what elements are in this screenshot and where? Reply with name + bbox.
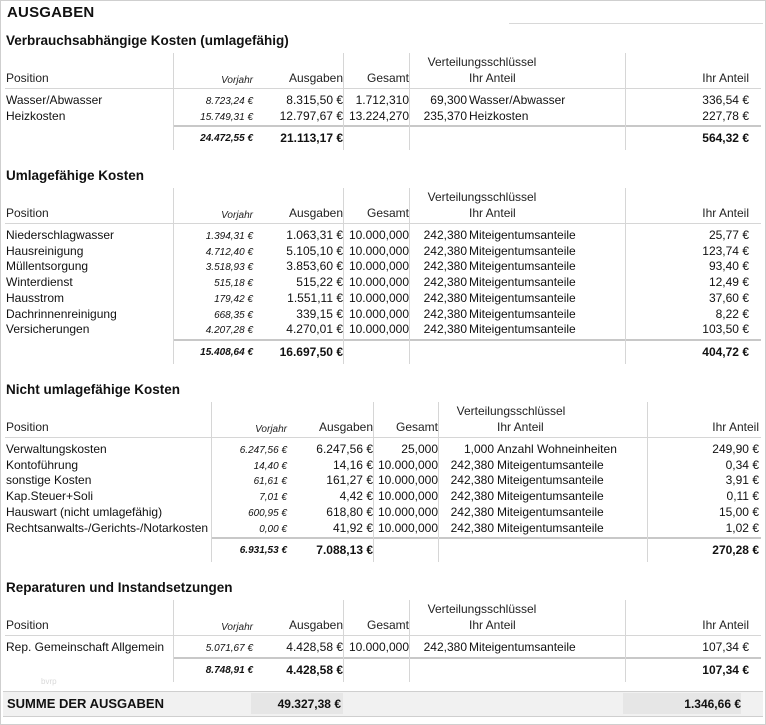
row-position: Niederschlagwasser bbox=[6, 228, 115, 242]
row-gesamt: 25,000 bbox=[401, 442, 438, 456]
row-vorjahr: 179,42 € bbox=[214, 294, 253, 305]
row-vorjahr: 14,40 € bbox=[253, 461, 287, 472]
row-schluessel: Heizkosten bbox=[469, 109, 529, 123]
row-ihr-anteil: 103,50 € bbox=[702, 322, 749, 336]
row-gesamt: 10.000,000 bbox=[348, 244, 409, 258]
row-anteil: 242,380 bbox=[423, 322, 467, 336]
row-position: Verwaltungskosten bbox=[6, 442, 107, 456]
row-position: sonstige Kosten bbox=[6, 473, 92, 487]
row-anteil: 1,000 bbox=[463, 442, 494, 456]
row-schluessel: Miteigentumsanteile bbox=[469, 244, 576, 258]
row-ausgaben: 4.428,58 € bbox=[286, 640, 343, 654]
row-ihr-anteil: 25,77 € bbox=[708, 228, 749, 242]
row-ihr-anteil: 15,00 € bbox=[718, 505, 759, 519]
row-ihr-anteil: 0,34 € bbox=[725, 458, 759, 472]
row-ihr-anteil: 249,90 € bbox=[712, 442, 759, 456]
total-ausgaben: 4.428,58 € bbox=[286, 663, 343, 677]
row-position: Kap.Steuer+Soli bbox=[6, 489, 94, 503]
verteilungsschluessel-header: Verteilungsschlüssel bbox=[427, 55, 537, 69]
row-position: Winterdienst bbox=[6, 275, 73, 289]
header-ihr-anteil: Ihr Anteil bbox=[702, 71, 749, 85]
column-divider bbox=[625, 188, 626, 364]
row-gesamt: 1.712,310 bbox=[355, 93, 409, 107]
row-ihr-anteil: 336,54 € bbox=[702, 93, 749, 107]
row-schluessel: Miteigentumsanteile bbox=[497, 505, 604, 519]
row-ausgaben: 8.315,50 € bbox=[286, 93, 343, 107]
row-position: Kontoführung bbox=[6, 458, 79, 472]
section-title: Nicht umlagefähige Kosten bbox=[6, 382, 181, 397]
row-ausgaben: 3.853,60 € bbox=[286, 259, 343, 273]
header-ausgaben: Ausgaben bbox=[318, 420, 373, 434]
row-ihr-anteil: 227,78 € bbox=[702, 109, 749, 123]
row-vorjahr: 5.071,67 € bbox=[205, 643, 253, 654]
row-schluessel: Miteigentumsanteile bbox=[469, 307, 576, 321]
section-title: Reparaturen und Instandsetzungen bbox=[6, 580, 233, 595]
row-ihr-anteil: 107,34 € bbox=[702, 640, 749, 654]
header-gesamt: Gesamt bbox=[366, 618, 409, 632]
column-divider bbox=[409, 188, 410, 364]
column-divider bbox=[343, 188, 344, 364]
column-divider bbox=[211, 402, 212, 562]
row-schluessel: Miteigentumsanteile bbox=[469, 228, 576, 242]
row-schluessel: Miteigentumsanteile bbox=[469, 275, 576, 289]
section-title: Umlagefähige Kosten bbox=[6, 168, 145, 183]
row-gesamt: 10.000,000 bbox=[377, 505, 438, 519]
header-vorjahr: Vorjahr bbox=[221, 622, 253, 633]
row-position: Heizkosten bbox=[6, 109, 66, 123]
header-position: Position bbox=[6, 206, 49, 220]
row-gesamt: 13.224,270 bbox=[348, 109, 409, 123]
total-ihr-anteil: 404,72 € bbox=[702, 345, 749, 359]
row-vorjahr: 600,95 € bbox=[248, 508, 287, 519]
total-ausgaben: 16.697,50 € bbox=[279, 345, 343, 359]
row-vorjahr: 4.712,40 € bbox=[205, 247, 253, 258]
row-ihr-anteil: 0,11 € bbox=[726, 489, 759, 503]
row-schluessel: Miteigentumsanteile bbox=[469, 291, 576, 305]
header-position: Position bbox=[6, 71, 49, 85]
column-divider bbox=[409, 600, 410, 682]
row-vorjahr: 515,18 € bbox=[214, 278, 253, 289]
row-ihr-anteil: 123,74 € bbox=[702, 244, 749, 258]
header-ihr-anteil-col: Ihr Anteil bbox=[469, 71, 516, 85]
row-anteil: 242,380 bbox=[423, 228, 467, 242]
header-gesamt: Gesamt bbox=[366, 206, 409, 220]
row-gesamt: 10.000,000 bbox=[348, 228, 409, 242]
row-gesamt: 10.000,000 bbox=[348, 275, 409, 289]
row-ausgaben: 41,92 € bbox=[332, 521, 373, 535]
row-ihr-anteil: 93,40 € bbox=[708, 259, 749, 273]
row-vorjahr: 4.207,28 € bbox=[205, 325, 253, 336]
row-gesamt: 10.000,000 bbox=[377, 473, 438, 487]
row-schluessel: Miteigentumsanteile bbox=[469, 640, 576, 654]
row-gesamt: 10.000,000 bbox=[348, 291, 409, 305]
total-divider bbox=[173, 339, 761, 341]
row-vorjahr: 3.518,93 € bbox=[205, 262, 253, 273]
row-ausgaben: 515,22 € bbox=[296, 275, 343, 289]
row-gesamt: 10.000,000 bbox=[377, 458, 438, 472]
row-anteil: 242,380 bbox=[423, 307, 467, 321]
row-position: Müllentsorgung bbox=[6, 259, 89, 273]
row-anteil: 242,380 bbox=[450, 521, 494, 535]
header-ihr-anteil-col: Ihr Anteil bbox=[469, 206, 516, 220]
row-anteil: 242,380 bbox=[450, 473, 494, 487]
row-vorjahr: 1.394,31 € bbox=[205, 231, 253, 242]
section-title: Verbrauchsabhängige Kosten (umlagefähig) bbox=[6, 33, 289, 48]
row-position: Rechtsanwalts-/Gerichts-/Notarkosten bbox=[6, 521, 209, 535]
row-schluessel: Wasser/Abwasser bbox=[469, 93, 566, 107]
row-anteil: 242,380 bbox=[423, 275, 467, 289]
row-position: Hausstrom bbox=[6, 291, 65, 305]
row-ausgaben: 1.551,11 € bbox=[287, 291, 343, 305]
row-vorjahr: 7,01 € bbox=[259, 492, 287, 503]
row-position: Hausreinigung bbox=[6, 244, 84, 258]
row-schluessel: Miteigentumsanteile bbox=[469, 259, 576, 273]
header-divider bbox=[5, 88, 761, 89]
row-ihr-anteil: 37,60 € bbox=[708, 291, 749, 305]
column-divider bbox=[438, 402, 439, 562]
column-divider bbox=[173, 53, 174, 150]
summary-ausgaben: 49.327,38 € bbox=[277, 697, 341, 711]
total-divider bbox=[173, 125, 761, 127]
row-anteil: 242,380 bbox=[450, 458, 494, 472]
column-divider bbox=[343, 53, 344, 150]
row-anteil: 242,380 bbox=[450, 505, 494, 519]
header-gesamt: Gesamt bbox=[395, 420, 438, 434]
row-ausgaben: 6.247,56 € bbox=[316, 442, 373, 456]
row-ausgaben: 12.797,67 € bbox=[279, 109, 343, 123]
column-divider bbox=[173, 188, 174, 364]
row-ausgaben: 5.105,10 € bbox=[286, 244, 343, 258]
header-ausgaben: Ausgaben bbox=[288, 206, 343, 220]
row-ausgaben: 4,42 € bbox=[339, 489, 373, 503]
column-divider bbox=[625, 53, 626, 150]
row-gesamt: 10.000,000 bbox=[348, 322, 409, 336]
row-schluessel: Anzahl Wohneinheiten bbox=[497, 442, 617, 456]
column-divider bbox=[373, 402, 374, 562]
row-vorjahr: 6.247,56 € bbox=[239, 445, 287, 456]
total-divider bbox=[173, 657, 761, 659]
row-gesamt: 10.000,000 bbox=[377, 489, 438, 503]
row-anteil: 242,380 bbox=[423, 259, 467, 273]
total-ihr-anteil: 564,32 € bbox=[702, 131, 749, 145]
row-ausgaben: 339,15 € bbox=[296, 307, 343, 321]
summary-ihr-anteil: 1.346,66 € bbox=[684, 697, 741, 711]
header-ausgaben: Ausgaben bbox=[288, 71, 343, 85]
row-schluessel: Miteigentumsanteile bbox=[469, 322, 576, 336]
header-divider bbox=[5, 635, 761, 636]
row-vorjahr: 668,35 € bbox=[214, 310, 253, 321]
header-divider bbox=[5, 223, 761, 224]
total-ausgaben: 7.088,13 € bbox=[316, 543, 373, 557]
header-ihr-anteil: Ihr Anteil bbox=[702, 618, 749, 632]
total-divider bbox=[211, 537, 761, 539]
row-schluessel: Miteigentumsanteile bbox=[497, 458, 604, 472]
row-ausgaben: 618,80 € bbox=[326, 505, 373, 519]
row-schluessel: Miteigentumsanteile bbox=[497, 473, 604, 487]
row-anteil: 69,300 bbox=[430, 93, 467, 107]
header-vorjahr: Vorjahr bbox=[255, 424, 287, 435]
page-title: AUSGABEN bbox=[7, 4, 95, 21]
row-anteil: 235,370 bbox=[423, 109, 467, 123]
verteilungsschluessel-header: Verteilungsschlüssel bbox=[427, 602, 537, 616]
total-vorjahr: 6.931,53 € bbox=[239, 545, 287, 556]
row-schluessel: Miteigentumsanteile bbox=[497, 489, 604, 503]
header-ihr-anteil-col: Ihr Anteil bbox=[469, 618, 516, 632]
header-ausgaben: Ausgaben bbox=[288, 618, 343, 632]
row-vorjahr: 8.723,24 € bbox=[205, 96, 253, 107]
header-vorjahr: Vorjahr bbox=[221, 210, 253, 221]
row-position: Rep. Gemeinschaft Allgemein bbox=[6, 640, 165, 654]
row-ausgaben: 161,27 € bbox=[326, 473, 373, 487]
total-ihr-anteil: 107,34 € bbox=[702, 663, 749, 677]
header-position: Position bbox=[6, 618, 49, 632]
row-anteil: 242,380 bbox=[423, 640, 467, 654]
watermark: bvrp bbox=[41, 677, 57, 686]
row-position: Versicherungen bbox=[6, 322, 90, 336]
header-ihr-anteil: Ihr Anteil bbox=[702, 206, 749, 220]
column-divider bbox=[647, 402, 648, 562]
header-gesamt: Gesamt bbox=[366, 71, 409, 85]
header-vorjahr: Vorjahr bbox=[221, 75, 253, 86]
column-divider bbox=[409, 53, 410, 150]
row-vorjahr: 15.749,31 € bbox=[200, 112, 253, 123]
row-anteil: 242,380 bbox=[423, 291, 467, 305]
row-gesamt: 10.000,000 bbox=[377, 521, 438, 535]
row-ihr-anteil: 3,91 € bbox=[725, 473, 759, 487]
row-anteil: 242,380 bbox=[423, 244, 467, 258]
row-ausgaben: 14,16 € bbox=[332, 458, 373, 472]
header-ihr-anteil-col: Ihr Anteil bbox=[497, 420, 544, 434]
summary-label: SUMME DER AUSGABEN bbox=[7, 696, 164, 711]
header-ihr-anteil: Ihr Anteil bbox=[712, 420, 759, 434]
row-position: Wasser/Abwasser bbox=[6, 93, 103, 107]
column-divider bbox=[625, 600, 626, 682]
row-ihr-anteil: 8,22 € bbox=[715, 307, 749, 321]
row-position: Hauswart (nicht umlagefähig) bbox=[6, 505, 163, 519]
verteilungsschluessel-header: Verteilungsschlüssel bbox=[456, 404, 566, 418]
header-position: Position bbox=[6, 420, 49, 434]
row-schluessel: Miteigentumsanteile bbox=[497, 521, 604, 535]
row-anteil: 242,380 bbox=[450, 489, 494, 503]
row-vorjahr: 0,00 € bbox=[259, 524, 287, 535]
column-divider bbox=[343, 600, 344, 682]
row-vorjahr: 61,61 € bbox=[253, 476, 287, 487]
row-ausgaben: 4.270,01 € bbox=[286, 322, 343, 336]
row-ausgaben: 1.063,31 € bbox=[286, 228, 343, 242]
row-ihr-anteil: 12,49 € bbox=[708, 275, 749, 289]
top-divider bbox=[509, 23, 763, 24]
total-vorjahr: 24.472,55 € bbox=[200, 133, 253, 144]
row-gesamt: 10.000,000 bbox=[348, 640, 409, 654]
row-position: Dachrinnenreinigung bbox=[6, 307, 117, 321]
total-vorjahr: 8.748,91 € bbox=[205, 665, 253, 676]
row-gesamt: 10.000,000 bbox=[348, 307, 409, 321]
column-divider bbox=[173, 600, 174, 682]
verteilungsschluessel-header: Verteilungsschlüssel bbox=[427, 190, 537, 204]
total-ihr-anteil: 270,28 € bbox=[712, 543, 759, 557]
row-ihr-anteil: 1,02 € bbox=[725, 521, 759, 535]
total-vorjahr: 15.408,64 € bbox=[200, 347, 253, 358]
row-gesamt: 10.000,000 bbox=[348, 259, 409, 273]
total-ausgaben: 21.113,17 € bbox=[280, 131, 343, 145]
